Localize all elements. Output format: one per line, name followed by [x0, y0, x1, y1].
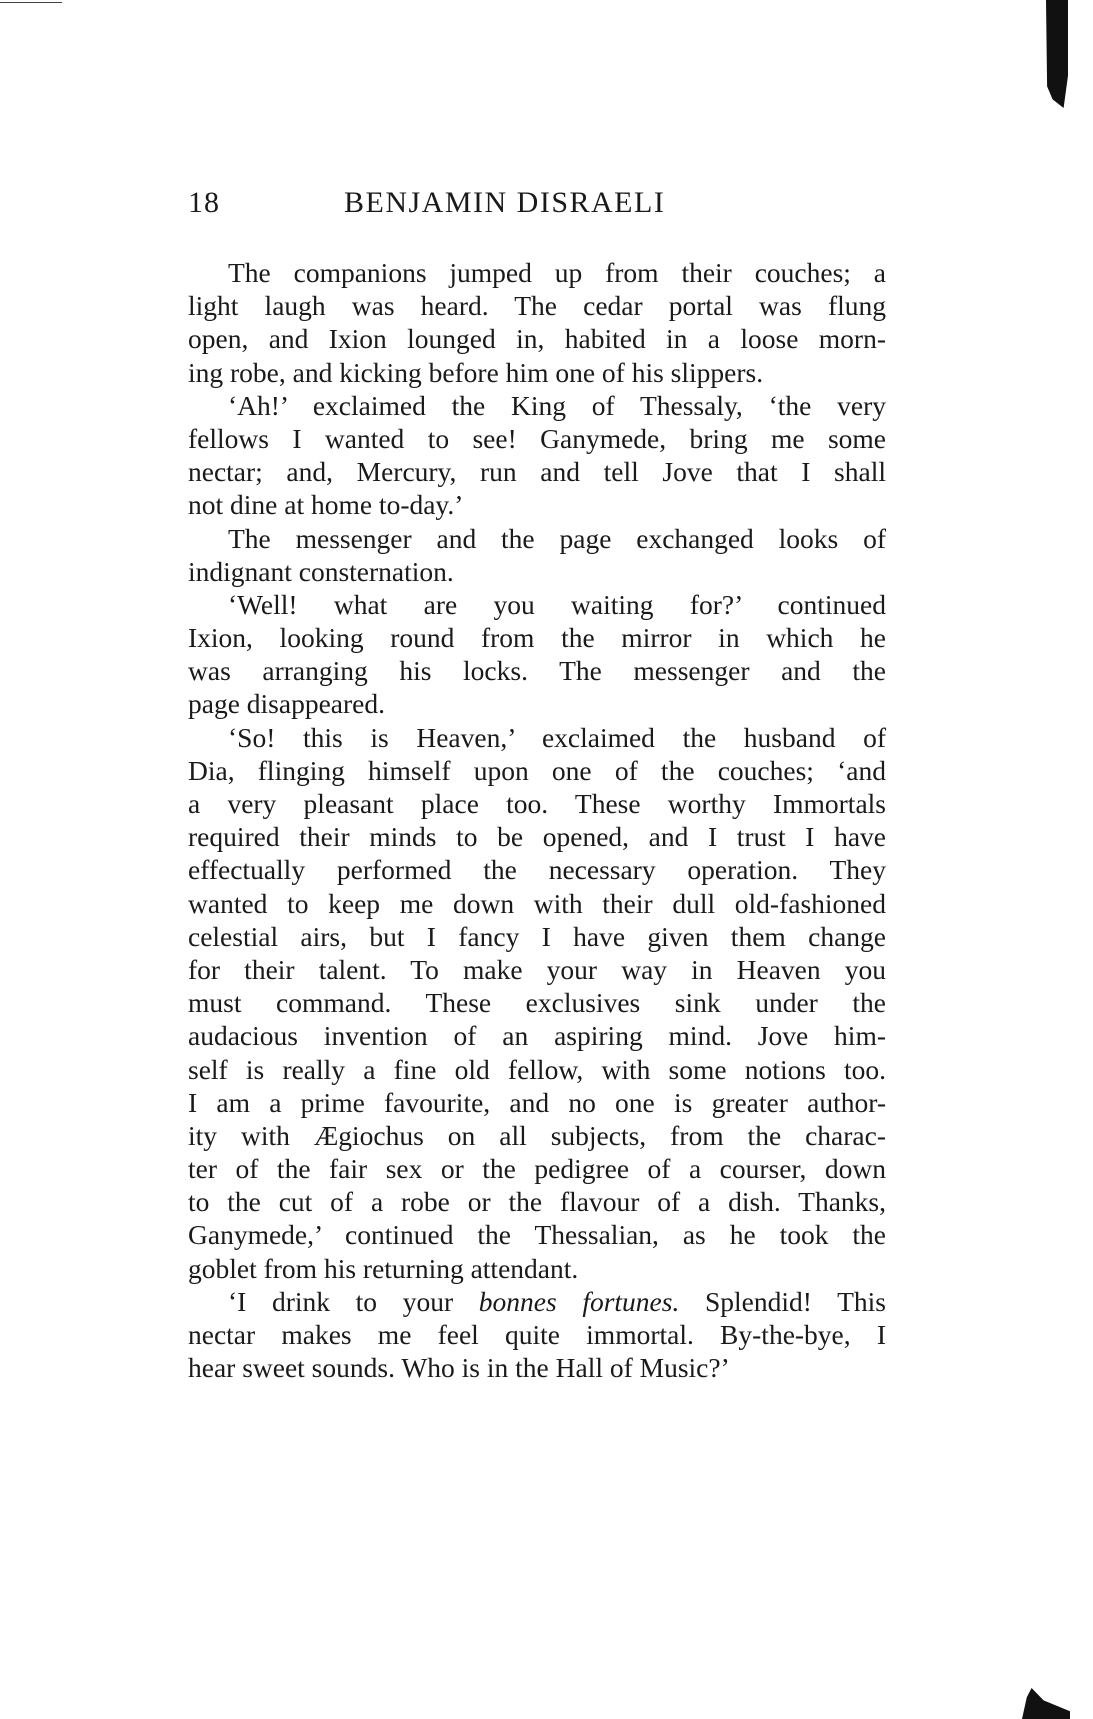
text-line: to the cut of a robe or the flavour of a dish. Thanks, — [188, 1186, 886, 1218]
text-line: Dia, flinging himself upon one of the couches; ‘and — [188, 754, 886, 786]
text-line: indignant consternation. — [188, 555, 454, 587]
text-segment: ‘I drink to your — [228, 1285, 479, 1317]
text-line: The messenger and the page exchanged looks of — [228, 522, 886, 554]
text-segment: Splendid! This — [679, 1285, 886, 1317]
text-line: page disappeared. — [188, 688, 385, 720]
text-line: wanted to keep me down with their dull old-fashioned — [188, 887, 886, 919]
text-line: Ixion, looking round from the mirror in which he — [188, 622, 886, 654]
page-header — [188, 186, 748, 226]
text-line: audacious invention of an aspiring mind. Jove him- — [188, 1020, 886, 1052]
body-text — [188, 256, 886, 1384]
text-line: must command. These exclusives sink under the — [188, 987, 886, 1019]
scan-edge-mark — [1046, 0, 1068, 108]
text-line: goblet from his returning attendant. — [188, 1252, 579, 1284]
text-line: ter of the fair sex or the pedigree of a courser, down — [188, 1153, 886, 1185]
text-line: fellows I wanted to see! Ganymede, bring me some — [188, 422, 886, 454]
text-line: ity with Ægiochus on all subjects, from the charac- — [188, 1119, 886, 1151]
text-line: was arranging his locks. The messenger and the — [188, 655, 886, 687]
text-line: hear sweet sounds. Who is in the Hall of Music?’ — [188, 1352, 730, 1384]
running-title: BENJAMIN DISRAELI — [344, 186, 666, 219]
text-line: ‘Well! what are you waiting for?’ continued — [228, 588, 886, 620]
italic-phrase: bonnes fortunes. — [478, 1285, 680, 1317]
text-line: Ganymede,’ continued the Thessalian, as he took the — [188, 1219, 886, 1251]
text-line: required their minds to be opened, and I trust I have — [188, 821, 886, 853]
text-line: for their talent. To make your way in Heaven you — [188, 953, 886, 985]
scan-edge-line — [0, 2, 62, 3]
text-line: The companions jumped up from their couches; a — [228, 257, 886, 288]
text-line: effectually performed the necessary operation. They — [188, 854, 886, 886]
text-line: I am a prime favourite, and no one is greater author- — [188, 1086, 886, 1118]
text-line: celestial airs, but I fancy I have given them change — [188, 920, 886, 952]
text-line: nectar; and, Mercury, run and tell Jove that I shall — [188, 456, 886, 488]
text-line — [188, 1285, 886, 1318]
text-line: ing robe, and kicking before him one of his slippers. — [188, 356, 764, 388]
text-line: ‘Ah!’ exclaimed the King of Thessaly, ‘the very — [228, 389, 886, 421]
text-line: light laugh was heard. The cedar portal was flung — [188, 290, 886, 322]
scan-corner-mark — [1022, 1688, 1070, 1719]
text-line: open, and Ixion lounged in, habited in a loose morn- — [188, 323, 886, 355]
text-line: a very pleasant place too. These worthy Immortals — [188, 788, 886, 819]
text-line: self is really a fine old fellow, with some notions too. — [188, 1053, 886, 1085]
page-number: 18 — [188, 186, 220, 219]
text-line: not dine at home to-day.’ — [188, 489, 464, 521]
text-line: ‘So! this is Heaven,’ exclaimed the husband of — [228, 721, 886, 753]
text-line: nectar makes me feel quite immortal. By-the-bye, I — [188, 1319, 886, 1350]
